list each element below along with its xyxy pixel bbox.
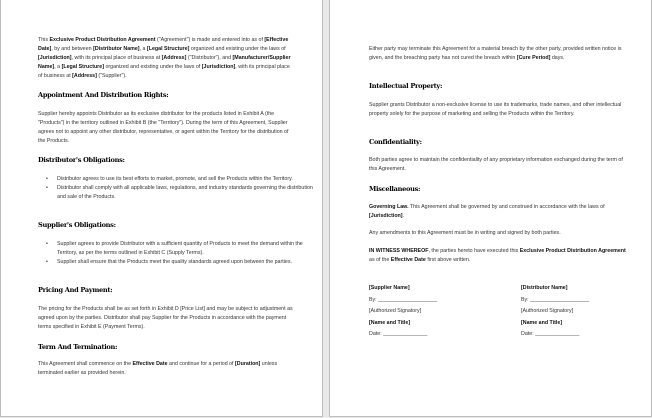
signature-date-line[interactable]: Date: _______________ bbox=[521, 331, 580, 337]
signature-party-name: [Distributor Name] bbox=[521, 285, 568, 291]
signature-block-distributor bbox=[521, 283, 589, 341]
heading-supplier-obligations: Supplier's Obligations: bbox=[38, 221, 116, 229]
list-item: • Supplier agrees to provide Distributor with a sufficient quantity of Products to meet the demand within the Territory, as per the terms outlined in Exhibit C (Supply Terms). bbox=[57, 240, 313, 258]
document-page-1 bbox=[0, 0, 323, 417]
list-item: • Supplier shall ensure that the Products meet the quality standards agreed upon between the parties. bbox=[57, 258, 313, 267]
signature-party-name: [Supplier Name] bbox=[369, 285, 410, 291]
supplier-obligations-list bbox=[38, 240, 313, 267]
signature-name-title: [Name and Title] bbox=[521, 319, 563, 326]
signature-date-line[interactable]: Date: _______________ bbox=[369, 331, 428, 337]
signature-signatory: [Authorized Signatory] bbox=[369, 308, 422, 314]
heading-appointment: Appointment And Distribution Rights: bbox=[38, 91, 169, 99]
heading-term: Term And Termination: bbox=[38, 343, 118, 351]
signature-by-line[interactable]: By: ____________________ bbox=[521, 296, 590, 303]
heading-pricing: Pricing And Payment: bbox=[38, 286, 113, 294]
heading-confidentiality: Confidentiality: bbox=[369, 138, 422, 146]
signature-by-line[interactable]: By: ____________________ bbox=[369, 296, 438, 303]
amendments-paragraph: Any amendments to this Agreement must be in writing and signed by both parties. bbox=[369, 230, 561, 236]
intro-paragraph: This Exclusive Product Distribution Agreement ("Agreement") is made and entered into as of [Effective Date], by and between [Distributor Name], a [Legal Structure] organized and existing under the laws of [Jurisdiction], with its principal place of business at [Address] ("Distributor"), and [Manufacturer/Supplier Name], a [Legal Structure] organized and existing under the laws of [Jurisdiction], with its principal place of business at [Address] ("Supplier"). bbox=[38, 37, 291, 79]
signature-name-title: [Name and Title] bbox=[369, 319, 411, 326]
signature-block-supplier bbox=[369, 283, 437, 341]
list-item: • Distributor shall comply with all applicable laws, regulations, and industry standards governing the distribution and sale of the Products. bbox=[57, 184, 313, 202]
heading-distributor-obligations: Distributor's Obligations: bbox=[38, 156, 125, 164]
appointment-paragraph: Supplier hereby appoints Distributor as its exclusive distributor for the products listed in Exhibit A (the "Products") in the territory outlined in Exhibit B (the "Territory"). During the term of this Agreement, Supplier agrees not to appoint any other distributor, representative, or agent within the Territory for the distribution of the Products. bbox=[38, 111, 289, 144]
ip-paragraph: Supplier grants Distributor a non-exclusive license to use its trademarks, trade names, and other intellectual property solely for the purpose of marketing and selling the Products within the Territory. bbox=[369, 102, 622, 117]
document-page-2 bbox=[329, 0, 652, 417]
heading-intellectual-property: Intellectual Property: bbox=[369, 82, 443, 90]
governing-law-paragraph: Governing Law. This Agreement shall be governed by and construed in accordance with the laws of [Jurisdiction]. bbox=[369, 204, 605, 219]
pricing-paragraph: The pricing for the Products shall be as set forth in Exhibit D [Price List] and may be subject to adjustment as agreed upon by the parties. Distributor shall pay Supplier for the Products in accordance with the payment terms specified in Exhibit E (Payment Terms). bbox=[38, 306, 293, 330]
witness-paragraph: IN WITNESS WHEREOF, the parties hereto have executed this Exclusive Product Distribution Agreement as of the Effective Date first above written. bbox=[369, 248, 626, 263]
term-paragraph: This Agreement shall commence on the Effective Date and continue for a period of [Duration] unless terminated earlier as provided herein. bbox=[38, 361, 278, 376]
distributor-obligations-list bbox=[38, 175, 313, 202]
signature-signatory: [Authorized Signatory] bbox=[521, 308, 574, 314]
termination-paragraph: Either party may terminate this Agreement for a material breach by the other party, provided written notice is given, and the breaching party has not cured the breach within [Cure Period] days. bbox=[369, 46, 622, 61]
list-item: • Distributor agrees to use its best efforts to market, promote, and sell the Products within the Territory. bbox=[57, 175, 313, 184]
heading-miscellaneous: Miscellaneous: bbox=[369, 185, 421, 193]
confidentiality-paragraph: Both parties agree to maintain the confidentiality of any proprietary information exchanged during the term of this Agreement. bbox=[369, 157, 623, 172]
